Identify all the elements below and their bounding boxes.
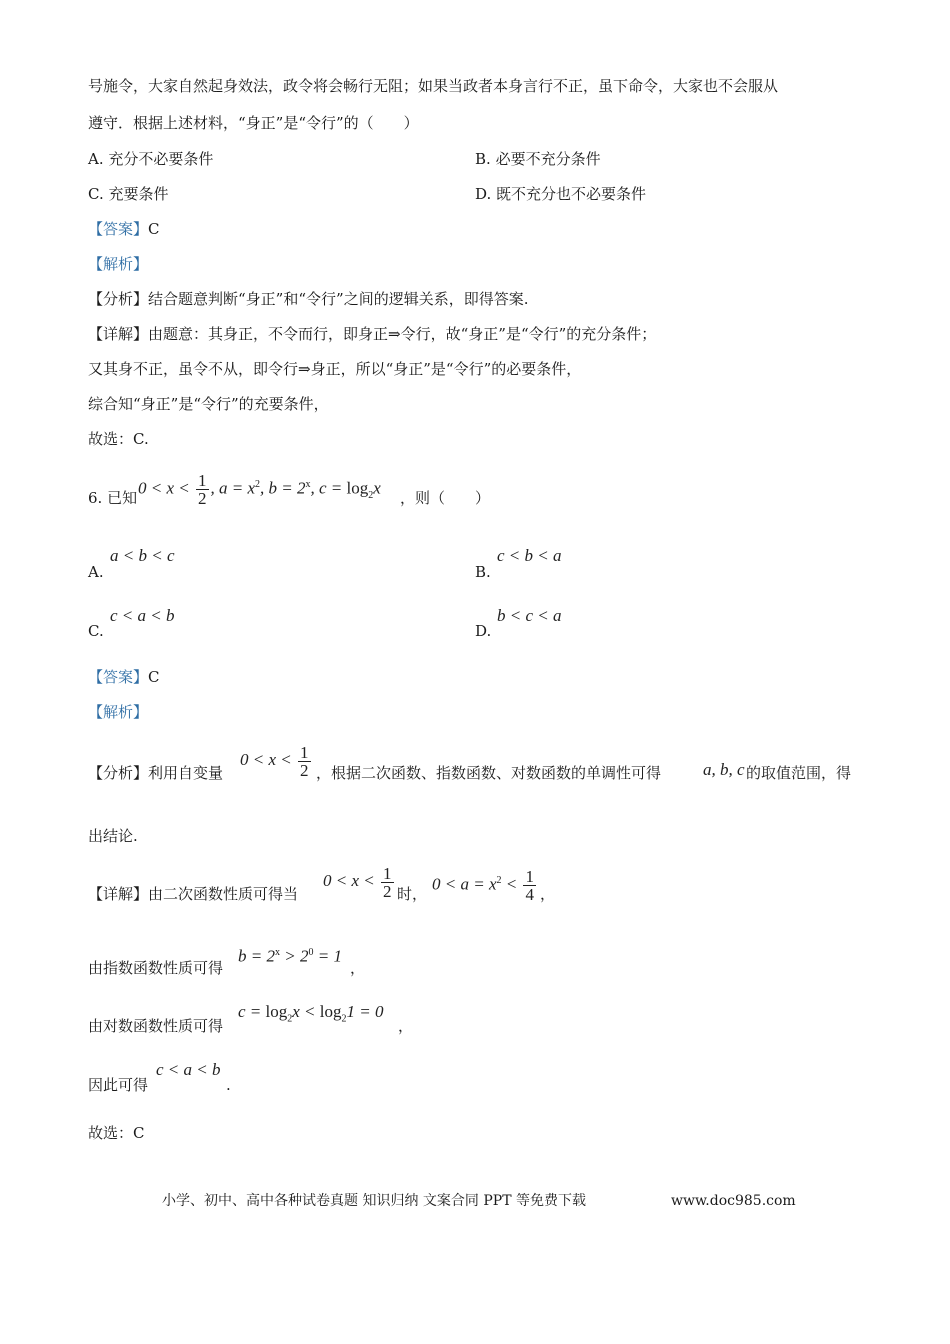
- fenxi-tag: 【分析】: [88, 764, 149, 782]
- q6-exp-suffix: ，: [350, 959, 366, 977]
- implies-arrow-icon: ⇒: [388, 327, 401, 343]
- q6-log-prefix: 由对数函数性质可得: [88, 1017, 224, 1035]
- q6-fenxi-math-range: 0 < x < $\frac{1}{2}$: [240, 742, 309, 780]
- q6-option-a-key: A.: [88, 563, 104, 581]
- answer-tag: 【答案】: [88, 668, 149, 686]
- q6-option-b-math: c < b < a: [497, 546, 562, 565]
- q6-log-math: $c = \log_2x < \log_21 = 0$: [238, 1002, 384, 1025]
- q6-stem-math: 0 < x < $\frac{1}{2}$ , $a = x^2$, $b = 2^x$, $c = \log_2x$: [138, 471, 381, 509]
- q6-option-b-key: B.: [475, 563, 491, 581]
- intro-line-1: 号施令，大家自然起身效法，政令将会畅行无阻；如果当政者本身言行不正，虽下命令，大家也不会服从: [88, 77, 779, 95]
- q6-xiangjie-math-a: $0 < a = x^2$ < $\frac{1}{4}$: [432, 867, 534, 905]
- xiangjie-tag: 【详解】: [88, 325, 149, 343]
- footer-text: 小学、初中、高中各种试卷真题 知识归纳 文案合同 PPT 等免费下载: [162, 1193, 586, 1209]
- q6-option-d-math: b < c < a: [497, 606, 562, 625]
- q5-answer: [88, 219, 160, 239]
- q6-stem-suffix: ，则（ ）: [400, 489, 491, 507]
- q5-option-b: B. 必要不充分条件: [475, 150, 601, 168]
- q6-therefore-math: c < a < b: [156, 1060, 221, 1079]
- q6-stem-prefix: 6. 已知: [88, 489, 138, 507]
- q5-analysis-tag: 【解析】: [88, 255, 149, 273]
- fenxi-tag: 【分析】: [88, 290, 149, 308]
- q6-xiangjie-text-b: 时，: [397, 885, 428, 903]
- q6-fenxi-line-2: 出结论.: [88, 827, 138, 845]
- q6-therefore-prefix: 因此可得: [88, 1076, 149, 1094]
- intro-line-2: 遵守．根据上述材料，“身正”是“令行”的（ ）: [88, 114, 419, 132]
- q5-xiangjie-line-3: 综合知“身正”是“令行”的充要条件，: [88, 395, 329, 413]
- q6-fenxi-text-b: ，根据二次函数、指数函数、对数函数的单调性可得: [316, 764, 662, 782]
- q6-option-c-key: C.: [88, 622, 104, 640]
- q5-xiangjie-line-1: 【详解】由题意：其身正，不令而行，即身正⇒令行，故“身正”是“令行”的充分条件；: [88, 325, 657, 343]
- footer-url[interactable]: www.doc985.com: [671, 1193, 796, 1209]
- xiangjie-tag: 【详解】: [88, 885, 149, 903]
- q6-log-suffix: ，: [398, 1017, 414, 1035]
- q6-fenxi-text-c: 的取值范围，得: [746, 764, 852, 782]
- q6-fenxi-line-1: 【分析】利用自变量: [88, 764, 224, 782]
- q6-xiangjie-text-c: ，: [540, 885, 556, 903]
- answer-tag: 【答案】: [88, 220, 149, 238]
- q6-option-a-math: a < b < c: [110, 546, 175, 565]
- q5-conclusion: 故选：C.: [88, 430, 149, 448]
- implies-arrow-icon: ⇒: [298, 362, 311, 378]
- q6-xiangjie-line-1: 【详解】由二次函数性质可得当: [88, 885, 299, 903]
- q6-analysis-tag: 【解析】: [88, 703, 149, 721]
- q5-option-a: A. 充分不必要条件: [88, 150, 214, 168]
- q6-conclusion: 故选：C: [88, 1124, 145, 1142]
- q5-option-c: C. 充要条件: [88, 185, 169, 203]
- q6-exp-prefix: 由指数函数性质可得: [88, 959, 224, 977]
- answer-value: C: [148, 220, 160, 238]
- answer-value: C: [148, 668, 160, 686]
- q6-exp-math: $b = 2^x > 2^0 = 1$: [238, 946, 342, 966]
- q6-option-d-key: D.: [475, 622, 492, 640]
- q6-answer: [88, 667, 160, 687]
- q6-therefore-suffix: .: [226, 1076, 231, 1094]
- q6-fenxi-math-abc: a, b, c: [703, 760, 745, 779]
- q5-xiangjie-line-2: 又其身不正，虽令不从，即令行⇒身正，所以“身正”是“令行”的必要条件，: [88, 360, 582, 378]
- q6-xiangjie-math-range: 0 < x < $\frac{1}{2}$: [323, 863, 392, 901]
- q5-fenxi: 【分析】结合题意判断“身正”和“令行”之间的逻辑关系，即得答案.: [88, 290, 529, 308]
- q6-option-c-math: c < a < b: [110, 606, 175, 625]
- q5-option-d: D. 既不充分也不必要条件: [475, 185, 647, 203]
